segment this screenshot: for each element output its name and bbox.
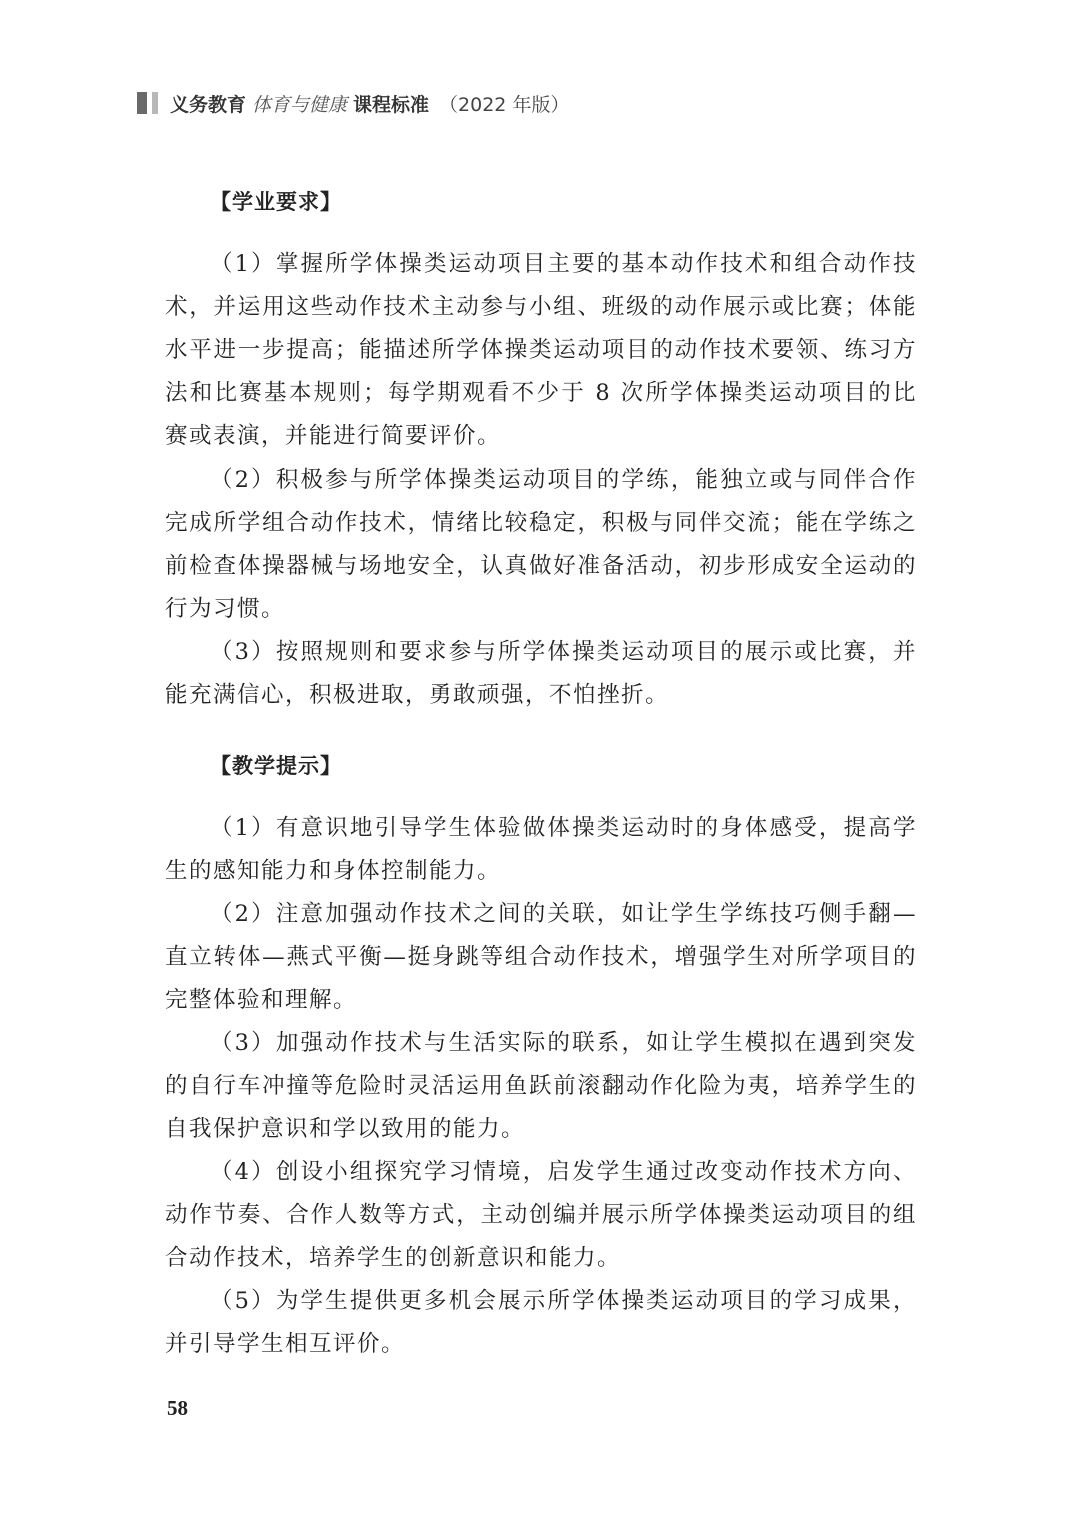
header-part2: 体育与健康	[252, 93, 348, 116]
section-title-teaching-tips: 【教学提示】	[210, 754, 342, 778]
paragraph: （3）按照规则和要求参与所学体操类运动项目的展示或比赛，并能充满信心，积极进取，勇敢顽强，不怕挫折。	[165, 639, 917, 708]
paragraph: （3）加强动作技术与生活实际的联系，如让学生模拟在遇到突发的自行车冲撞等危险时灵活运用鱼跃前滚翻动作化险为夷，培养学生的自我保护意识和学以致用的能力。	[165, 1030, 917, 1142]
paragraph: （1）掌握所学体操类运动项目主要的基本动作技术和组合动作技术，并运用这些动作技术主动参与小组、班级的动作展示或比赛；体能水平进一步提高；能描述所学体操类运动项目的动作技术要领、练习方法和比赛基本规则；每学期观看不少于 8 次所学体操类运动项目的比赛或表演，并能进行简要评价。	[165, 251, 917, 449]
running-header	[137, 88, 569, 118]
paragraph: （1）有意识地引导学生体验做体操类运动时的身体感受，提高学生的感知能力和身体控制能力。	[165, 815, 917, 884]
paragraph: （5）为学生提供更多机会展示所学体操类运动项目的学习成果，并引导学生相互评价。	[165, 1288, 917, 1357]
header-part4: （2022 年版）	[439, 93, 570, 116]
header-bar-dark	[137, 92, 147, 114]
paragraph: （2）注意加强动作技术之间的关联，如让学生学练技巧侧手翻—直立转体—燕式平衡—挺身跳等组合动作技术，增强学生对所学项目的完整体验和理解。	[165, 901, 917, 1013]
page-number: 58	[167, 1396, 188, 1420]
header-part3: 课程标准	[353, 93, 430, 116]
header-bar-light	[152, 92, 158, 114]
paragraph: （2）积极参与所学体操类运动项目的学练，能独立或与同伴合作完成所学组合动作技术，情绪比较稳定，积极与同伴交流；能在学练之前检查体操器械与场地安全，认真做好准备活动，初步形成安全运动的行为习惯。	[165, 467, 917, 622]
header-part1: 义务教育	[170, 93, 247, 116]
section-title-academic-requirements: 【学业要求】	[210, 190, 342, 214]
paragraph: （4）创设小组探究学习情境，启发学生通过改变动作技术方向、动作节奏、合作人数等方式，主动创编并展示所学体操类运动项目的组合动作技术，培养学生的创新意识和能力。	[165, 1159, 917, 1271]
